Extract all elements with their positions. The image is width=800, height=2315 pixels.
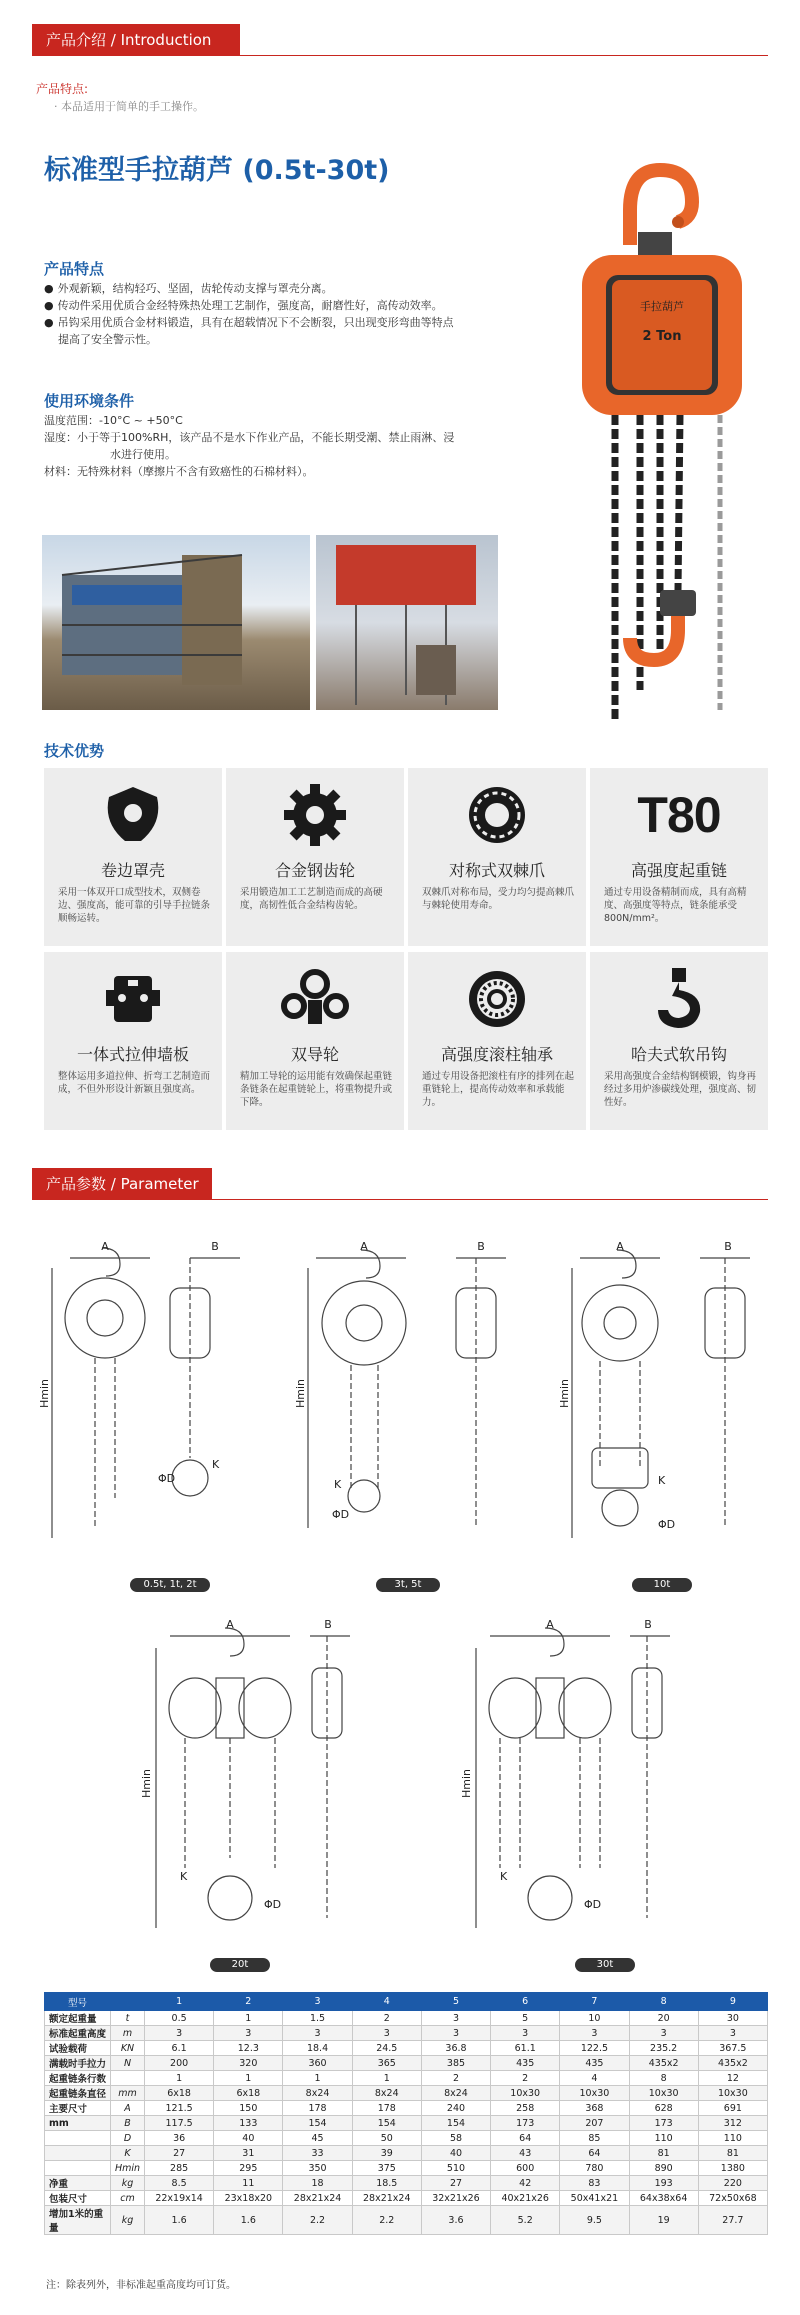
env-title: 使用环境条件 (44, 392, 135, 410)
table-cell: 0.5 (145, 2011, 214, 2026)
diagram-caption: 20t (210, 1958, 270, 1972)
table-header-cell: 8 (629, 1993, 698, 2011)
table-row (45, 2161, 768, 2176)
svg-text:A: A (616, 1240, 624, 1253)
table-cell: 435 (491, 2056, 560, 2071)
row-name: 满载时手拉力 (45, 2056, 111, 2071)
wallboard-icon (44, 964, 222, 1034)
spec-table (44, 1992, 768, 2235)
row-name: mm (45, 2116, 111, 2131)
table-cell: 150 (214, 2101, 283, 2116)
svg-text:K: K (500, 1870, 508, 1883)
advantage-card (226, 768, 404, 946)
intro-section-header (32, 24, 768, 56)
row-name (45, 2131, 111, 2146)
row-name: 包装尺寸 (45, 2191, 111, 2206)
table-cell: 36.8 (421, 2041, 490, 2056)
table-cell: 3 (145, 2026, 214, 2041)
env-item: 湿度：小于等于100%RH，该产品不是水下作业产品，不能长期受潮、禁止雨淋、浸 (44, 431, 455, 444)
table-cell: 39 (352, 2146, 421, 2161)
advantage-card (408, 768, 586, 946)
env-item: 材料：无特殊材料（摩擦片不含有致癌性的石棉材料）。 (44, 465, 314, 478)
row-unit: K (111, 2146, 145, 2161)
param-section-header (32, 1168, 768, 1200)
row-unit: m (111, 2026, 145, 2041)
svg-text:Hmin: Hmin (558, 1378, 571, 1408)
table-cell: 368 (560, 2101, 629, 2116)
table-cell: 1380 (698, 2161, 767, 2176)
table-note: 注：除表列外，非标准起重高度均可订货。 (46, 2280, 236, 2291)
advantage-desc: 双棘爪对称布局，受力均匀提高棘爪与棘轮使用寿命。 (422, 887, 575, 911)
svg-text:B: B (477, 1240, 485, 1253)
table-cell: 36 (145, 2131, 214, 2146)
table-cell: 110 (629, 2131, 698, 2146)
row-unit: A (111, 2101, 145, 2116)
table-cell: 1 (214, 2011, 283, 2026)
env-list (44, 412, 514, 480)
table-cell: 193 (629, 2176, 698, 2191)
table-header-cell: 2 (214, 1993, 283, 2011)
intro-section-tag: 产品介绍 / Introduction (32, 24, 240, 56)
table-cell: 178 (283, 2101, 352, 2116)
diagram-caption: 3t, 5t (376, 1578, 440, 1592)
table-cell: 5 (491, 2011, 560, 2026)
bearing-icon (408, 964, 586, 1034)
table-cell: 360 (283, 2056, 352, 2071)
table-cell: 2 (421, 2071, 490, 2086)
table-cell: 9.5 (560, 2206, 629, 2235)
table-cell: 40 (421, 2146, 490, 2161)
table-cell: 154 (421, 2116, 490, 2131)
table-cell: 121.5 (145, 2101, 214, 2116)
gear-icon (226, 780, 404, 850)
svg-text:B: B (211, 1240, 219, 1253)
table-cell: 43 (491, 2146, 560, 2161)
row-unit: kg (111, 2176, 145, 2191)
table-cell: 365 (352, 2056, 421, 2071)
table-cell: 6.1 (145, 2041, 214, 2056)
intro-section-line (32, 55, 768, 56)
table-cell: 173 (491, 2116, 560, 2131)
row-name: 起重链条直径 (45, 2086, 111, 2101)
table-cell: 10x30 (560, 2086, 629, 2101)
table-cell: 28x21x24 (283, 2191, 352, 2206)
table-cell: 72x50x68 (698, 2191, 767, 2206)
table-cell: 435x2 (698, 2056, 767, 2071)
spec-table-header (45, 1993, 768, 2011)
svg-text:Hmin: Hmin (38, 1378, 51, 1408)
diagram-caption: 10t (632, 1578, 692, 1592)
advantage-card (44, 952, 222, 1130)
svg-text:B: B (724, 1240, 732, 1253)
table-header-cell: 型号 (45, 1993, 111, 2011)
advantage-title: 一体式拉伸墙板 (76, 1045, 189, 1064)
table-cell: 64 (560, 2146, 629, 2161)
feature-item: 提高了安全警示性。 (58, 333, 157, 346)
table-cell: 385 (421, 2056, 490, 2071)
svg-text:ΦD: ΦD (658, 1518, 676, 1531)
table-cell: 117.5 (145, 2116, 214, 2131)
table-cell: 64x38x64 (629, 2191, 698, 2206)
table-cell: 350 (283, 2161, 352, 2176)
hoist-product-image (560, 150, 770, 730)
table-cell: 12 (698, 2071, 767, 2086)
row-unit: mm (111, 2086, 145, 2101)
table-row (45, 2041, 768, 2056)
svg-text:ΦD: ΦD (332, 1508, 350, 1521)
svg-text:B: B (324, 1618, 332, 1631)
advantage-desc: 通过专用设备把滚柱有序的排列在起重链轮上，提高传动效率和承载能力。 (422, 1071, 575, 1108)
table-cell: 3 (421, 2026, 490, 2041)
table-header-cell: 6 (491, 1993, 560, 2011)
advantage-desc: 通过专用设备精制而成，具有高精度、高强度等特点，链条能承受800N/mm²。 (604, 887, 747, 924)
row-unit: Hmin (111, 2161, 145, 2176)
table-cell: 10x30 (698, 2086, 767, 2101)
param-section-line (32, 1199, 768, 1200)
double-guide-icon (226, 964, 404, 1034)
svg-text:ΦD: ΦD (264, 1898, 282, 1911)
table-row (45, 2011, 768, 2026)
svg-text:Hmin: Hmin (294, 1378, 307, 1408)
row-unit: t (111, 2011, 145, 2026)
shell-icon (44, 780, 222, 850)
table-cell: 33 (283, 2146, 352, 2161)
advantage-title: 双导轮 (290, 1045, 339, 1064)
env-item: 水进行使用。 (110, 448, 176, 461)
row-name: 额定起重量 (45, 2011, 111, 2026)
table-cell: 220 (698, 2176, 767, 2191)
env-item: 温度范围：-10°C ~ +50°C (44, 414, 183, 427)
table-cell: 83 (560, 2176, 629, 2191)
table-cell: 3 (352, 2026, 421, 2041)
table-cell: 61.1 (491, 2041, 560, 2056)
table-row (45, 2056, 768, 2071)
advantage-title: 合金钢齿轮 (274, 861, 355, 880)
row-name: 净重 (45, 2176, 111, 2191)
table-cell: 375 (352, 2161, 421, 2176)
ratchet-icon (408, 780, 586, 850)
table-row (45, 2101, 768, 2116)
features-label: 产品特点: (36, 82, 89, 96)
hook-icon (590, 964, 768, 1034)
svg-text:A: A (360, 1240, 368, 1253)
table-row (45, 2176, 768, 2191)
feature-item: ● 外观新颖，结构轻巧、坚固，齿轮传动支撑与罩壳分离。 (44, 282, 333, 295)
table-cell: 6x18 (145, 2086, 214, 2101)
table-cell: 3.6 (421, 2206, 490, 2235)
table-cell: 240 (421, 2101, 490, 2116)
table-cell: 40 (214, 2131, 283, 2146)
table-cell: 3 (698, 2026, 767, 2041)
table-row (45, 2071, 768, 2086)
advantage-title: 对称式双棘爪 (448, 861, 545, 880)
table-cell: 154 (283, 2116, 352, 2131)
table-cell: 18 (283, 2176, 352, 2191)
table-cell: 890 (629, 2161, 698, 2176)
row-name: 标准起重高度 (45, 2026, 111, 2041)
row-name (45, 2146, 111, 2161)
table-cell: 10x30 (491, 2086, 560, 2101)
table-cell: 40x21x26 (491, 2191, 560, 2206)
table-cell: 30 (698, 2011, 767, 2026)
table-cell: 3 (283, 2026, 352, 2041)
table-cell: 11 (214, 2176, 283, 2191)
advantage-title: 高强度滚柱轴承 (440, 1045, 553, 1064)
row-unit: N (111, 2056, 145, 2071)
row-unit: B (111, 2116, 145, 2131)
svg-text:A: A (546, 1618, 554, 1631)
table-cell: 133 (214, 2116, 283, 2131)
table-cell: 8x24 (421, 2086, 490, 2101)
table-cell: 50 (352, 2131, 421, 2146)
advantage-title: 哈夫式软吊钩 (630, 1045, 727, 1064)
table-cell: 5.2 (491, 2206, 560, 2235)
feature-item: ● 吊钩采用优质合金材料锻造，具有在超载情况下不会断裂，只出现变形弯曲等特点 (44, 316, 454, 329)
table-cell: 81 (698, 2146, 767, 2161)
row-name: 试验载荷 (45, 2041, 111, 2056)
table-cell: 45 (283, 2131, 352, 2146)
advantage-title: 高强度起重链 (630, 861, 727, 880)
table-cell: 1.6 (214, 2206, 283, 2235)
svg-text:K: K (212, 1458, 220, 1471)
svg-text:手拉葫芦: 手拉葫芦 (640, 300, 684, 313)
svg-text:K: K (658, 1474, 666, 1487)
table-cell: 628 (629, 2101, 698, 2116)
advantage-card (408, 952, 586, 1130)
table-cell: 110 (698, 2131, 767, 2146)
table-cell: 122.5 (560, 2041, 629, 2056)
table-cell: 2 (352, 2011, 421, 2026)
table-cell: 154 (352, 2116, 421, 2131)
table-cell: 27.7 (698, 2206, 767, 2235)
table-cell: 20 (629, 2011, 698, 2026)
table-cell: 295 (214, 2161, 283, 2176)
table-cell: 64 (491, 2131, 560, 2146)
table-cell: 81 (629, 2146, 698, 2161)
table-cell: 12.3 (214, 2041, 283, 2056)
table-cell: 23x18x20 (214, 2191, 283, 2206)
svg-text:Hmin: Hmin (140, 1768, 153, 1798)
row-unit: cm (111, 2191, 145, 2206)
svg-text:B: B (644, 1618, 652, 1631)
table-cell: 18.4 (283, 2041, 352, 2056)
table-header-cell: 7 (560, 1993, 629, 2011)
table-cell: 2.2 (352, 2206, 421, 2235)
svg-text:Hmin: Hmin (460, 1768, 473, 1798)
table-cell: 32x21x26 (421, 2191, 490, 2206)
table-cell: 58 (421, 2131, 490, 2146)
feature-item: ● 传动件采用优质合金经特殊热处理工艺制作，强度高，耐磨性好，高传动效率。 (44, 299, 443, 312)
features-sub: · 本品适用于简单的手工操作。 (54, 100, 204, 113)
table-cell: 1 (214, 2071, 283, 2086)
row-name: 起重链条行数 (45, 2071, 111, 2086)
advantage-title: 卷边罩壳 (100, 861, 165, 880)
table-cell: 258 (491, 2101, 560, 2116)
features-list (44, 280, 514, 348)
diagram-10t (560, 1228, 770, 1578)
table-cell: 3 (629, 2026, 698, 2041)
table-cell: 3 (560, 2026, 629, 2041)
table-cell: 10x30 (629, 2086, 698, 2101)
table-cell: 435 (560, 2056, 629, 2071)
advantage-card (590, 952, 768, 1130)
diagram-caption: 30t (575, 1958, 635, 1972)
svg-text:ΦD: ΦD (158, 1472, 176, 1485)
table-header-cell: 4 (352, 1993, 421, 2011)
table-row (45, 2086, 768, 2101)
svg-text:A: A (226, 1618, 234, 1631)
diagram-medium (296, 1228, 526, 1578)
table-cell: 10 (560, 2011, 629, 2026)
diagram-caption: 0.5t, 1t, 2t (130, 1578, 210, 1592)
table-cell: 178 (352, 2101, 421, 2116)
svg-text:A: A (101, 1240, 109, 1253)
table-cell: 3 (214, 2026, 283, 2041)
row-unit: D (111, 2131, 145, 2146)
diagram-small (40, 1228, 280, 1578)
param-section-tag: 产品参数 / Parameter (32, 1168, 212, 1200)
table-cell: 4 (560, 2071, 629, 2086)
table-cell: 2 (491, 2071, 560, 2086)
table-cell: 2.2 (283, 2206, 352, 2235)
table-row (45, 2191, 768, 2206)
table-row (45, 2116, 768, 2131)
site-photo-2 (316, 535, 498, 710)
table-cell: 1 (283, 2071, 352, 2086)
table-row (45, 2131, 768, 2146)
table-cell: 27 (421, 2176, 490, 2191)
row-name (45, 2161, 111, 2176)
table-cell: 285 (145, 2161, 214, 2176)
table-cell: 200 (145, 2056, 214, 2071)
advantage-card (44, 768, 222, 946)
diagram-20t (140, 1608, 370, 1958)
table-cell: 3 (421, 2011, 490, 2026)
svg-text:2 Ton: 2 Ton (642, 329, 682, 344)
table-cell: 28x21x24 (352, 2191, 421, 2206)
t80-icon: T80 (637, 787, 721, 843)
table-cell: 22x19x14 (145, 2191, 214, 2206)
table-row (45, 2206, 768, 2235)
table-cell: 8x24 (352, 2086, 421, 2101)
advantages-title: 技术优势 (44, 742, 105, 760)
row-name: 增加1米的重量 (45, 2206, 111, 2235)
table-cell: 435x2 (629, 2056, 698, 2071)
svg-text:K: K (334, 1478, 342, 1491)
table-cell: 510 (421, 2161, 490, 2176)
row-unit: KN (111, 2041, 145, 2056)
table-cell: 235.2 (629, 2041, 698, 2056)
table-cell: 18.5 (352, 2176, 421, 2191)
advantage-desc: 采用高强度合金结构钢模锻，钩身再经过多用炉渗碳线处理，强度高、韧性好。 (604, 1071, 757, 1108)
table-cell: 173 (629, 2116, 698, 2131)
svg-text:ΦD: ΦD (584, 1898, 602, 1911)
table-cell: 367.5 (698, 2041, 767, 2056)
table-cell: 1 (145, 2071, 214, 2086)
table-header-cell (111, 1993, 145, 2011)
table-header-cell: 9 (698, 1993, 767, 2011)
table-cell: 207 (560, 2116, 629, 2131)
table-cell: 19 (629, 2206, 698, 2235)
table-cell: 8x24 (283, 2086, 352, 2101)
table-cell: 8.5 (145, 2176, 214, 2191)
table-cell: 780 (560, 2161, 629, 2176)
features-title: 产品特点 (44, 260, 105, 278)
product-title: 标准型手拉葫芦 (0.5t-30t) (44, 155, 390, 186)
svg-text:K: K (180, 1870, 188, 1883)
table-cell: 85 (560, 2131, 629, 2146)
advantage-desc: 整体运用多道拉伸、折弯工艺制造而成，不但外形设计新颖且强度高。 (58, 1071, 211, 1095)
table-cell: 24.5 (352, 2041, 421, 2056)
table-cell: 3 (491, 2026, 560, 2041)
table-cell: 8 (629, 2071, 698, 2086)
diagram-30t (460, 1608, 690, 1958)
table-cell: 600 (491, 2161, 560, 2176)
table-header-cell: 5 (421, 1993, 490, 2011)
table-header-cell: 3 (283, 1993, 352, 2011)
table-cell: 691 (698, 2101, 767, 2116)
advantage-card (226, 952, 404, 1130)
table-row (45, 2026, 768, 2041)
table-cell: 42 (491, 2176, 560, 2191)
row-unit: kg (111, 2206, 145, 2235)
table-cell: 31 (214, 2146, 283, 2161)
table-cell: 312 (698, 2116, 767, 2131)
advantage-desc: 采用锻造加工工艺制造而成的高硬度，高韧性低合金结构齿轮。 (240, 887, 383, 911)
table-cell: 1.6 (145, 2206, 214, 2235)
table-cell: 6x18 (214, 2086, 283, 2101)
row-unit (111, 2071, 145, 2086)
advantage-desc: 采用一体双开口成型技术，双侧卷边、强度高，能可靠的引导手拉链条顺畅运转。 (58, 887, 211, 924)
row-name: 主要尺寸 (45, 2101, 111, 2116)
table-cell: 27 (145, 2146, 214, 2161)
advantage-card (590, 768, 768, 946)
advantage-desc: 精加工导轮的运用能有效确保起重链条链条在起重链轮上，将重物提升或下降。 (240, 1071, 393, 1108)
table-row (45, 2146, 768, 2161)
table-cell: 1 (352, 2071, 421, 2086)
table-cell: 1.5 (283, 2011, 352, 2026)
site-photo-1 (42, 535, 310, 710)
table-cell: 320 (214, 2056, 283, 2071)
table-header-cell: 1 (145, 1993, 214, 2011)
table-cell: 50x41x21 (560, 2191, 629, 2206)
